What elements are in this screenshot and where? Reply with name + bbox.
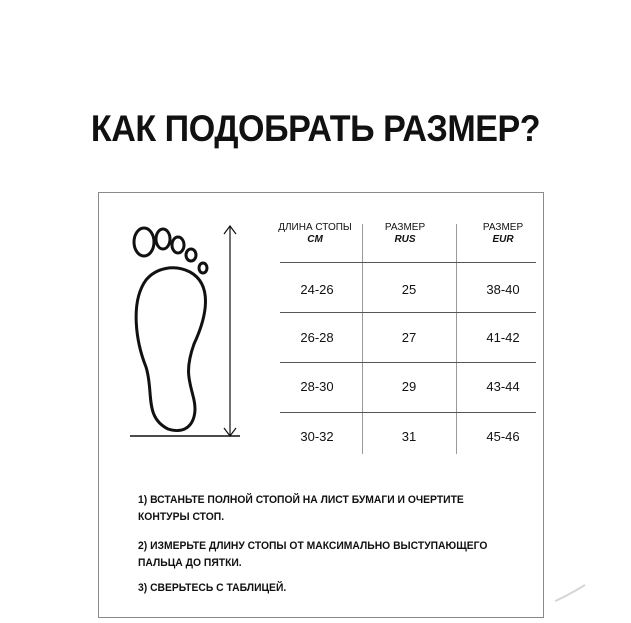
- cell-rus: 31: [401, 429, 417, 444]
- cell-rus: 29: [401, 379, 417, 394]
- row-divider: [280, 362, 536, 363]
- decorative-swoosh-icon: [551, 581, 591, 605]
- instruction-step-1: 1) ВСТАНЬТЕ ПОЛНОЙ СТОПОЙ НА ЛИСТ БУМАГИ И ОЧЕРТИТЕ КОНТУРЫ СТОП.: [138, 494, 464, 523]
- cell-rus: 27: [401, 330, 417, 345]
- cell-eur: 38-40: [486, 282, 520, 297]
- column-divider: [456, 224, 457, 454]
- instruction-step-2: 2) ИЗМЕРЬТЕ ДЛИНУ СТОПЫ ОТ МАКСИМАЛЬНО ВЫСТУПАЮЩЕГО ПАЛЬЦА ДО ПЯТКИ.: [138, 540, 488, 569]
- column-divider: [362, 224, 363, 454]
- cell-length: 24-26: [300, 282, 334, 297]
- cell-eur: 41-42: [486, 330, 520, 345]
- header-size-rus: РАЗМЕР RUS: [384, 222, 426, 245]
- cell-eur: 45-46: [486, 429, 520, 444]
- row-divider: [280, 412, 536, 413]
- row-divider: [280, 312, 536, 313]
- cell-length: 30-32: [300, 429, 334, 444]
- header-size-eur: РАЗМЕР EUR: [482, 222, 524, 245]
- cell-eur: 43-44: [486, 379, 520, 394]
- page-title: КАК ПОДОБРАТЬ РАЗМЕР?: [90, 108, 541, 149]
- instruction-step-3: 3) СВЕРЬТЕСЬ С ТАБЛИЦЕЙ.: [138, 582, 287, 594]
- cell-rus: 25: [401, 282, 417, 297]
- header-foot-length: ДЛИНА СТОПЫ CM: [278, 222, 352, 245]
- cell-length: 26-28: [300, 330, 334, 345]
- foot-outline-icon: [128, 222, 246, 440]
- row-divider: [280, 262, 536, 263]
- cell-length: 28-30: [300, 379, 334, 394]
- size-table: [270, 222, 540, 462]
